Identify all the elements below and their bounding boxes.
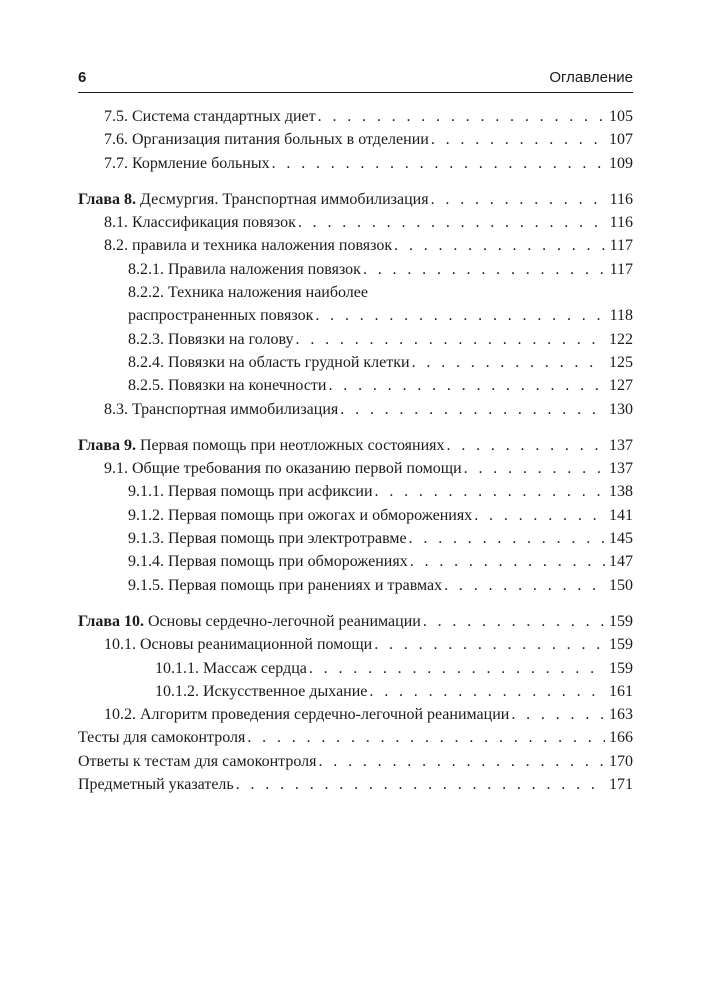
toc-entry-title: Предметный указатель (78, 776, 234, 794)
toc-dot-leader (318, 105, 605, 128)
toc-entry-9-1-2[interactable] (78, 504, 633, 527)
toc-dot-leader (423, 610, 605, 633)
toc-entry-8-2-3[interactable] (78, 328, 633, 351)
toc-entry-title: 10.1. Основы реанимационной помощи (104, 636, 373, 654)
toc-entry-8-2-5[interactable] (78, 374, 633, 397)
running-title: Оглавление (549, 69, 633, 86)
toc-entry-10-1-1[interactable] (78, 657, 633, 680)
toc-dot-leader (474, 504, 605, 527)
toc-entry-title: 10.1.1. Массаж сердца (155, 659, 307, 677)
toc-entry-page: 147 (609, 553, 633, 571)
toc-dot-leader (409, 527, 605, 550)
toc-entry-9-1-5[interactable] (78, 574, 633, 597)
toc-dot-leader (272, 152, 605, 175)
toc-entry-10-1-2[interactable] (78, 680, 633, 703)
toc-entry-page: 161 (609, 682, 633, 700)
toc-dot-leader (340, 398, 605, 421)
toc-entry-8-2-2[interactable] (78, 304, 633, 327)
toc-chapter-10[interactable] (78, 610, 633, 633)
chapter-label: Глава 8. (78, 190, 136, 208)
toc-entry-title: 10.1.2. Искусственное дыхание (155, 682, 368, 700)
toc-entry-title: 8.1. Классификация повязок (104, 214, 296, 232)
toc-entry-title: 7.5. Система стандартных диет (104, 108, 316, 125)
toc-chapter-8[interactable] (78, 188, 633, 211)
toc-entry-title: 9.1.3. Первая помощь при электротравме (128, 530, 407, 548)
toc-entry-8-2-4[interactable] (78, 351, 633, 374)
toc-entry-index[interactable] (78, 773, 633, 796)
toc-entry-page: 116 (609, 190, 633, 208)
toc-entry-page: 171 (609, 776, 633, 794)
toc-entry-title: 8.3. Транспортная иммобилизация (104, 400, 339, 418)
toc-entry-title: 9.1.5. Первая помощь при ранениях и травмах (128, 576, 443, 594)
toc-entry-page: 107 (609, 131, 633, 149)
toc-entry-title: 9.1.2. Первая помощь при ожогах и обморожениях (128, 506, 473, 524)
toc-entry-title (78, 610, 423, 633)
toc-dot-leader (447, 434, 605, 457)
toc-entry-title: 8.2.3. Повязки на голову (128, 330, 294, 348)
toc-dot-leader (369, 680, 605, 703)
chapter-label: Глава 9. (78, 436, 136, 454)
toc-entry-9-1[interactable] (78, 457, 633, 480)
toc-entry-7-6[interactable] (78, 128, 633, 151)
toc-dot-leader (375, 480, 605, 503)
toc-dot-leader (374, 633, 605, 656)
toc-entry-title: 9.1.4. Первая помощь при обморожениях (128, 553, 408, 571)
toc-entry-page: 163 (609, 706, 633, 724)
toc-dot-leader (410, 550, 605, 573)
toc-dot-leader (444, 574, 605, 597)
toc-entry-page: 166 (609, 729, 633, 747)
toc-entry-8-2-1[interactable] (78, 258, 633, 281)
toc-entry-title: 8.2.1. Правила наложения повязок (128, 260, 361, 278)
toc-entry-7-7[interactable] (78, 152, 633, 175)
toc-entry-answers[interactable] (78, 750, 633, 773)
toc-entry-8-1[interactable] (78, 211, 633, 234)
toc-dot-leader (328, 374, 605, 397)
toc-dot-leader (318, 750, 605, 773)
toc-entry-title: Ответы к тестам для самоконтроля (78, 752, 317, 770)
toc-entry-page: 137 (609, 460, 633, 478)
toc-entry-9-1-4[interactable] (78, 550, 633, 573)
toc-entry-page: 118 (609, 307, 633, 325)
toc-entry-title (78, 434, 447, 457)
toc-entry-8-2-2-line1[interactable]: 8.2.2. Техника наложения наиболее (128, 284, 368, 302)
toc-entry-title: Тесты для самоконтроля (78, 729, 246, 747)
toc-entry-title: 7.7. Кормление больных (104, 154, 270, 172)
toc-entry-page: 127 (609, 377, 633, 395)
toc-entry-page: 109 (609, 154, 633, 172)
toc-entry-page: 150 (609, 576, 633, 594)
toc-dot-leader (236, 773, 605, 796)
toc-entry-page: 122 (609, 330, 633, 348)
toc-entry-page: 105 (609, 108, 633, 125)
chapter-label: Глава 10. (78, 612, 144, 630)
toc-entry-page: 116 (609, 214, 633, 232)
chapter-title: Десмургия. Транспортная иммобилизация (140, 190, 429, 208)
toc-dot-leader (394, 234, 605, 257)
toc-dot-leader (464, 457, 605, 480)
page-number: 6 (78, 69, 87, 86)
toc-entry-tests[interactable] (78, 726, 633, 749)
toc-dot-leader (296, 328, 605, 351)
toc-dot-leader (431, 188, 606, 211)
toc-chapter-9[interactable] (78, 434, 633, 457)
toc-entry-9-1-1[interactable] (78, 480, 633, 503)
toc-dot-leader (412, 351, 605, 374)
toc-entry-page: 138 (609, 483, 633, 501)
toc-dot-leader (298, 211, 606, 234)
toc-entry-7-5[interactable] (78, 105, 633, 128)
toc-entry-page: 125 (609, 353, 633, 371)
toc-entry-9-1-3[interactable] (78, 527, 633, 550)
toc-entry-title: распространенных повязок (128, 307, 314, 325)
toc-entry-8-2[interactable] (78, 234, 633, 257)
chapter-title: Основы сердечно-легочной реанимации (148, 612, 421, 630)
toc-entry-page: 145 (609, 530, 633, 548)
toc-entry-page: 130 (609, 400, 633, 418)
toc-entry-8-3[interactable] (78, 398, 633, 421)
toc-entry-page: 141 (609, 506, 633, 524)
toc-entry-title: 8.2.5. Повязки на конечности (128, 377, 327, 395)
table-of-contents (78, 105, 633, 796)
toc-entry-title: 8.2.4. Повязки на область грудной клетки (128, 353, 410, 371)
toc-entry-title: 10.2. Алгоритм проведения сердечно-легочной реанимации (104, 706, 510, 724)
toc-entry-title: 9.1.1. Первая помощь при асфиксии (128, 483, 373, 501)
toc-dot-leader (431, 128, 605, 151)
toc-entry-page: 117 (609, 260, 633, 278)
toc-entry-10-2[interactable] (78, 703, 633, 726)
toc-entry-page: 159 (609, 659, 633, 677)
toc-entry-page: 137 (609, 436, 633, 454)
toc-dot-leader (247, 726, 605, 749)
toc-entry-page: 170 (609, 752, 633, 770)
toc-dot-leader (315, 304, 605, 327)
toc-entry-title: 7.6. Организация питания больных в отделении (104, 131, 429, 149)
toc-entry-title: 8.2. правила и техника наложения повязок (104, 237, 393, 255)
toc-entry-page: 159 (609, 612, 633, 630)
toc-entry-page: 159 (609, 636, 633, 654)
chapter-title: Первая помощь при неотложных состояниях (140, 436, 445, 454)
toc-entry-10-1[interactable] (78, 633, 633, 656)
toc-dot-leader (309, 657, 605, 680)
toc-entry-page: 117 (609, 237, 633, 255)
toc-dot-leader (363, 258, 606, 281)
toc-entry-title: 9.1. Общие требования по оказанию первой помощи (104, 460, 462, 478)
toc-dot-leader (511, 703, 605, 726)
page-header (78, 68, 633, 93)
toc-entry-title (78, 188, 431, 211)
